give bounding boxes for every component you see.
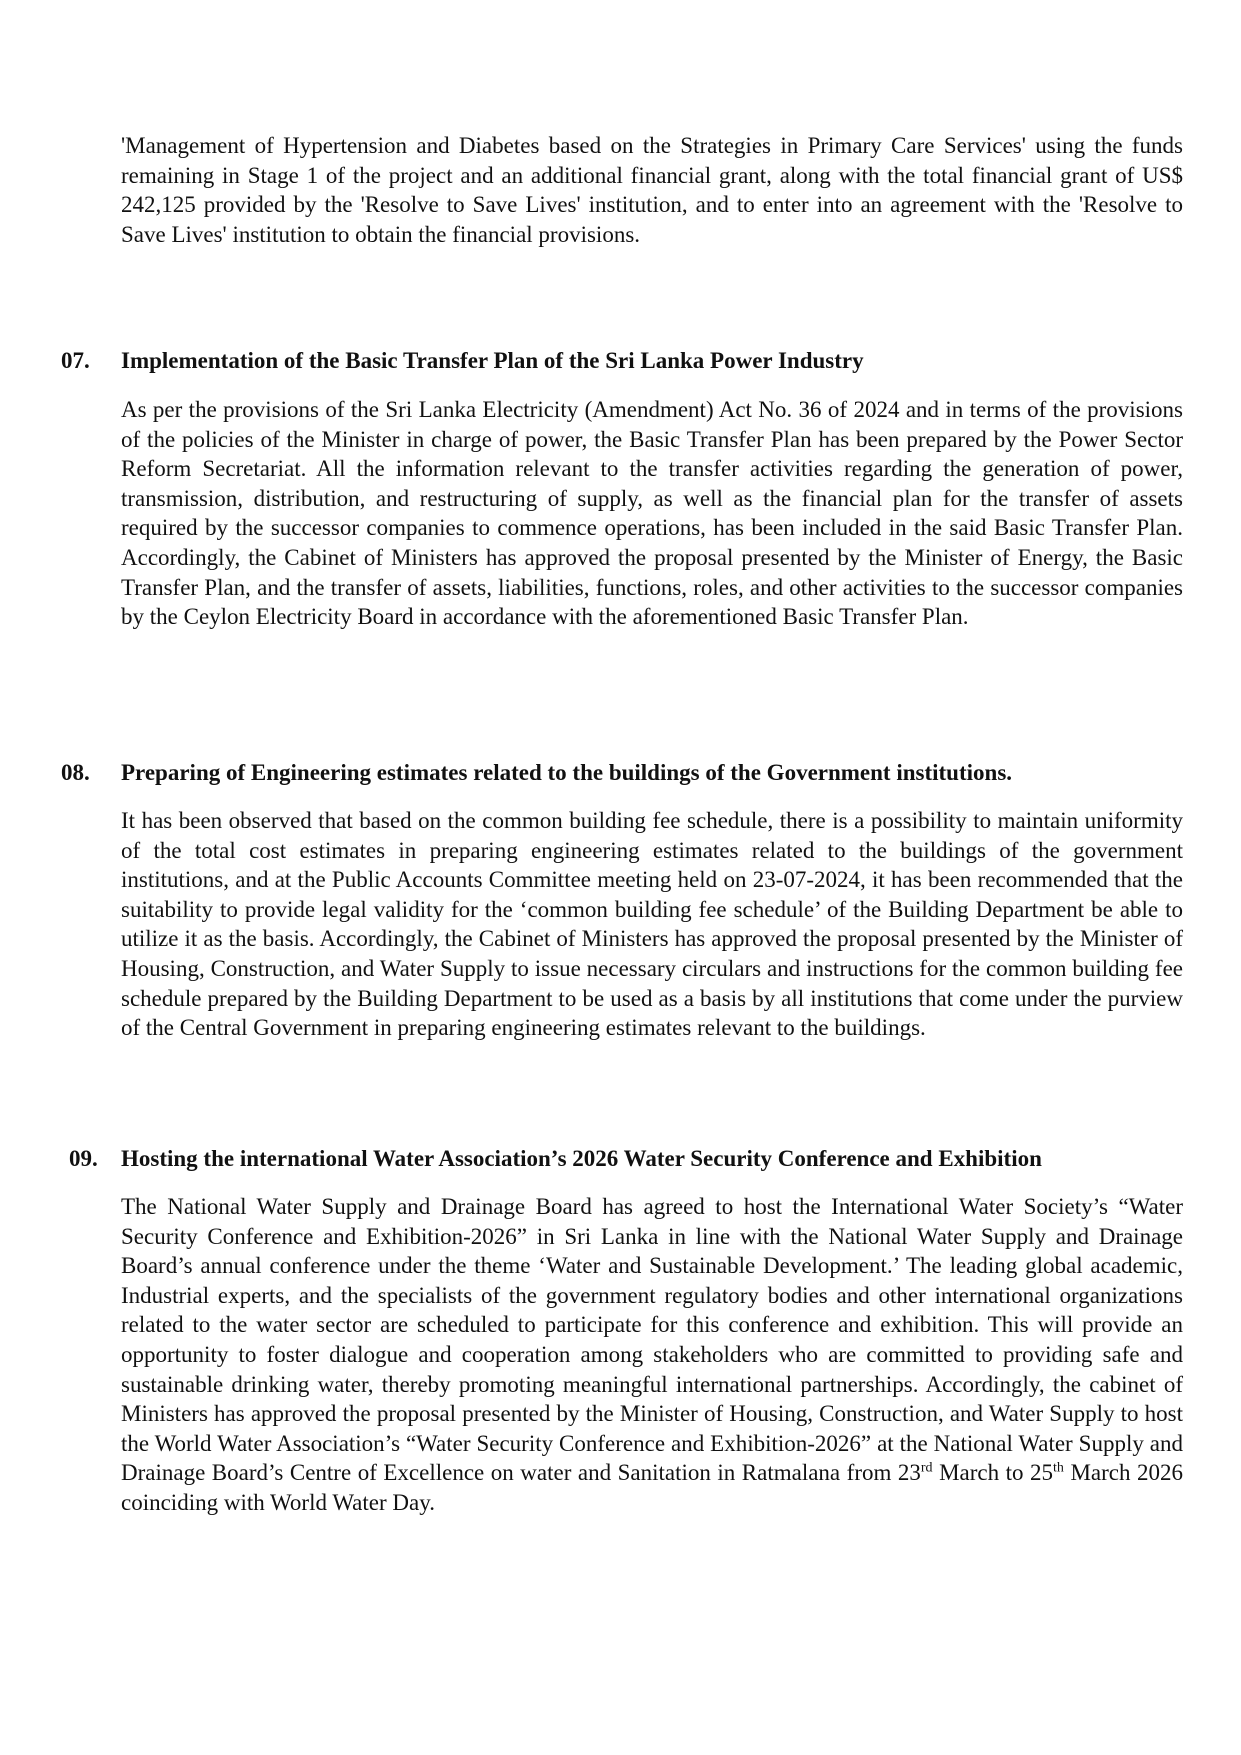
- section-09-body: [121, 1192, 1183, 1518]
- section-08-title: Preparing of Engineering estimates related to the buildings of the Government institutions.: [121, 760, 1013, 785]
- section-09-number: 09.: [69, 1146, 98, 1171]
- section-09-body-part1: The National Water Supply and Drainage Board has agreed to host the International Water Society’s “Water Security Conference and Exhibition-2026” in Sri Lanka in line with the National Water Supply and Drainage Board’s annual conference under the theme ‘Water and Sustainable Development.’ The leading global academic, Industrial experts, and the specialists of the government regulatory bodies and other international organizations related to the water sector are scheduled to participate for this conference and exhibition. This will provide an opportunity to foster dialogue and cooperation among stakeholders who are committed to providing safe and sustainable drinking water, thereby promoting meaningful international partnerships. Accordingly, the cabinet of Ministers has approved the proposal presented by the Minister of Housing, Construction, and Water Supply to host the World Water Association’s “Water Security Conference and Exhibition-2026” at the National Water Supply and Drainage Board’s Centre of Excellence on water and Sanitation in Ratmalana from 23: [121, 1194, 1183, 1486]
- section-09-body-part3: March 2026 coinciding with World Water Day.: [121, 1460, 1184, 1515]
- section-09-heading: [0, 1143, 1241, 1175]
- section-07-body: As per the provisions of the Sri Lanka Electricity (Amendment) Act No. 36 of 2024 and in terms of the provisions of the policies of the Minister in charge of power, the Basic Transfer Plan has been prepared by the Power Sector Reform Secretariat. All the information relevant to the transfer activities regarding the generation of power, transmission, distribution, and restructuring of supply, as well as the financial plan for the transfer of assets required by the successor companies to commence operations, has been included in the said Basic Transfer Plan. Accordingly, the Cabinet of Ministers has approved the proposal presented by the Minister of Energy, the Basic Transfer Plan, and the transfer of assets, liabilities, functions, roles, and other activities to the successor companies by the Ceylon Electricity Board in accordance with the aforementioned Basic Transfer Plan.: [121, 397, 1183, 630]
- section-09-title: Hosting the international Water Association’s 2026 Water Security Conference and Exhibition: [121, 1146, 1042, 1171]
- section-08-body: It has been observed that based on the common building fee schedule, there is a possibility to maintain uniformity of the total cost estimates in preparing engineering estimates related to the buildings of the government institutions, and at the Public Accounts Committee meeting held on 23-07-2024, it has been recommended that the suitability to provide legal validity for the ‘common building fee schedule’ of the Building Department be able to utilize it as the basis. Accordingly, the Cabinet of Ministers has approved the proposal presented by the Minister of Housing, Construction, and Water Supply to issue necessary circulars and instructions for the common building fee schedule prepared by the Building Department to be used as a basis by all institutions that come under the purview of the Central Government in preparing engineering estimates relevant to the buildings.: [121, 808, 1183, 1041]
- section-07-title: Implementation of the Basic Transfer Plan of the Sri Lanka Power Industry: [121, 348, 864, 373]
- section-07-number: 07.: [61, 348, 90, 373]
- section-08-heading: [0, 757, 1241, 789]
- date-ordinal-th: th: [1053, 1460, 1064, 1476]
- section-09-body-part2: March to 25: [932, 1460, 1054, 1486]
- section-07-heading: [0, 345, 1241, 377]
- section-08-number: 08.: [61, 760, 90, 785]
- date-ordinal-rd: rd: [920, 1460, 933, 1476]
- intro-paragraph: 'Management of Hypertension and Diabetes based on the Strategies in Primary Care Services' using the funds remaining in Stage 1 of the project and an additional financial grant, along with the total financial grant of US$ 242,125 provided by the 'Resolve to Save Lives' institution, and to enter into an agreement with the 'Resolve to Save Lives' institution to obtain the financial provisions.: [121, 133, 1183, 247]
